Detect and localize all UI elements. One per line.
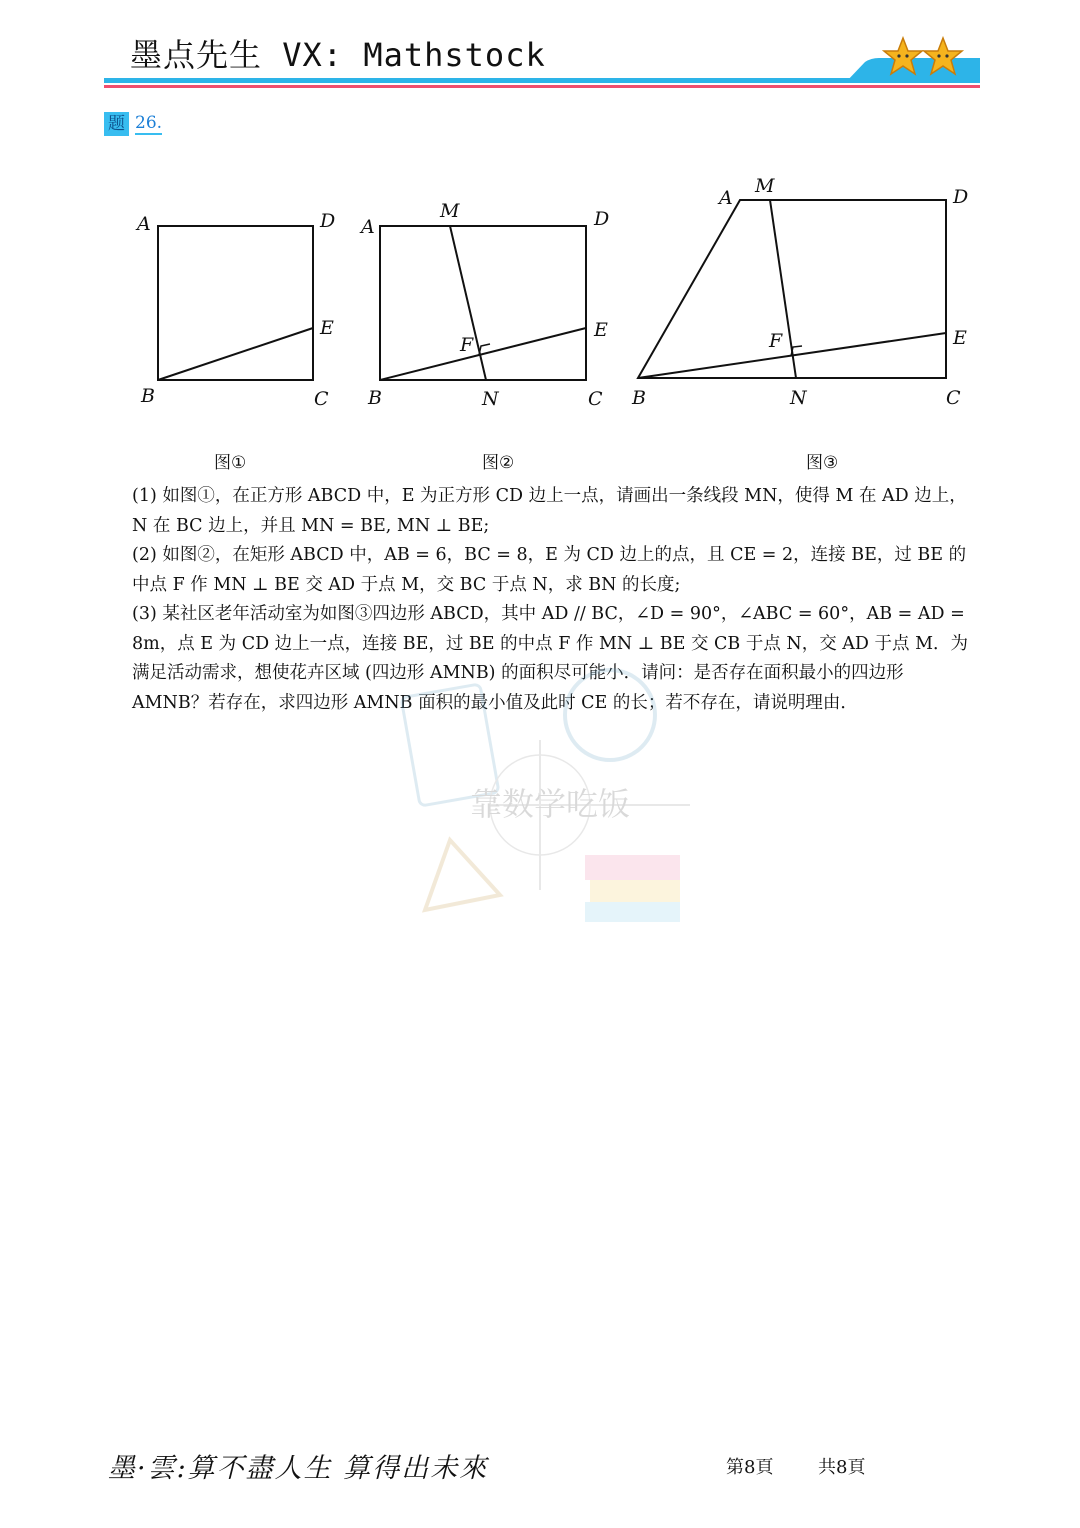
character-icon — [565, 670, 655, 760]
figures-area — [0, 160, 1080, 480]
figure-3 — [638, 200, 946, 378]
problem-part-2: (2) 如图②，在矩形 ABCD 中，AB = 6，BC = 8，E 为 CD 边上的点，且 CE = 2，连接 BE，过 BE 的中点 F 作 MN ⊥ BE 交 AD 于点 M，交 BC 于点 N，求 BN 的长度; — [132, 545, 967, 595]
header-rule-blue — [104, 78, 980, 83]
figure-3-caption: 图③ — [806, 453, 839, 473]
fig3-label-f: F — [769, 330, 783, 352]
fig2-label-b: B — [368, 387, 382, 409]
fig3-label-c: C — [946, 387, 961, 409]
fig1-label-b: B — [141, 385, 155, 407]
problem-part-1: (1) 如图①，在正方形 ABCD 中，E 为正方形 CD 边上一点，请画出一条线段 MN，使得 M 在 AD 边上，N 在 BC 边上，并且 MN = BE, MN ⊥ BE; — [132, 486, 967, 536]
books-icon — [585, 855, 680, 880]
fig1-label-d: D — [320, 210, 336, 232]
fig2-label-f: F — [460, 334, 474, 356]
fig1-label-c: C — [314, 388, 329, 410]
triangle-ruler-icon — [425, 840, 500, 910]
header-title: 墨点先生 VX: Mathstock — [130, 36, 546, 74]
segment-be — [380, 328, 586, 380]
figure-2-caption: 图② — [482, 453, 515, 473]
question-tag: 题 — [104, 112, 129, 136]
star-icon — [884, 38, 922, 74]
geometry-figures — [0, 160, 1080, 480]
fig2-label-a: A — [361, 216, 375, 238]
fig3-label-a: A — [719, 187, 733, 209]
segment-be — [158, 328, 313, 380]
fig1-label-e: E — [320, 317, 334, 339]
header-rule-red — [104, 85, 980, 88]
fig3-label-b: B — [632, 387, 646, 409]
fig3-label-n: N — [790, 387, 807, 409]
footer-motto: 墨·雲:算不盡人生 算得出未來 — [108, 1453, 489, 1484]
fig2-label-d: D — [594, 208, 610, 230]
footer-total-pages: 共8頁 — [818, 1457, 866, 1478]
watermark-graphic — [390, 660, 710, 930]
fig3-label-e: E — [953, 327, 967, 349]
fig3-label-d: D — [953, 186, 969, 208]
fig1-label-a: A — [137, 213, 151, 235]
stars-icon — [882, 36, 966, 78]
star-icon — [924, 38, 962, 74]
footer-page-number: 第8頁 — [726, 1457, 774, 1478]
problem-part-3: (3) 某社区老年活动室为如图③四边形 ABCD，其中 AD // BC，∠D = 90°，∠ABC = 60°，AB = AD = 8m，点 E 为 CD 边上一点，连接 BE，过 BE 的中点 F 作 MN ⊥ BE 交 CB 于点 N，交 AD 于点 M．为满足活动需求，想使花卉区域 (四边形 AMNB) 的面积尽可能小．请问：是否存在面积最小的四边形 AMNB？若存在，求四边形 AMNB 面积的最小值及此时 CE 的长；若不存在，请说明理由． — [132, 604, 968, 713]
figure-1-caption: 图① — [214, 453, 247, 473]
watermark-text: 靠数学吃饭 — [470, 785, 631, 823]
question-number: 26. — [135, 113, 163, 133]
fig3-label-m: M — [755, 175, 775, 197]
fig2-label-n: N — [482, 388, 499, 410]
rectangle-abcd — [380, 226, 586, 380]
figure-1 — [158, 226, 313, 380]
fig2-label-c: C — [588, 388, 603, 410]
question-label — [104, 112, 162, 136]
square-abcd — [158, 226, 313, 380]
fig2-label-e: E — [594, 319, 608, 341]
fig2-label-m: M — [440, 200, 460, 222]
figure-2 — [380, 226, 586, 380]
